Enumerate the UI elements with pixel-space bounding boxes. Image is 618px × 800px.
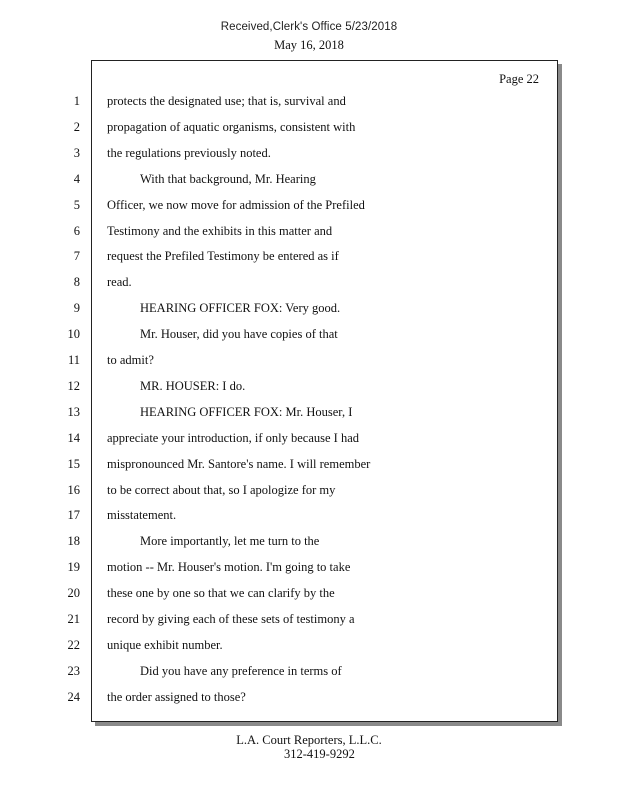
footer-phone: 312-419-9292 bbox=[284, 747, 355, 761]
line-number: 16 bbox=[67, 482, 80, 497]
page-number: Page 22 bbox=[499, 72, 539, 86]
transcript-line: Mr. Houser, did you have copies of that bbox=[140, 327, 338, 342]
transcript-line: Did you have any preference in terms of bbox=[140, 663, 342, 678]
transcript-line: to be correct about that, so I apologize for my bbox=[107, 482, 336, 497]
line-number: 5 bbox=[73, 197, 80, 212]
line-number: 1 bbox=[73, 94, 80, 108]
line-number: 21 bbox=[67, 612, 80, 626]
transcript-line: misstatement. bbox=[107, 508, 177, 523]
transcript-line: request the Prefiled Testimony be entered as if bbox=[107, 249, 339, 264]
transcript-line: mispronounced Mr. Santore's name. I will remember bbox=[107, 456, 371, 471]
transcript-line: Officer, we now move for admission of the Prefiled bbox=[107, 197, 365, 212]
transcript-line: the regulations previously noted. bbox=[107, 145, 271, 160]
transcript-line: propagation of aquatic organisms, consistent with bbox=[107, 119, 356, 134]
transcript-line: unique exhibit number. bbox=[107, 637, 223, 652]
transcript-line: appreciate your introduction, if only because I had bbox=[107, 430, 359, 445]
line-number: 2 bbox=[73, 119, 80, 134]
line-number: 7 bbox=[73, 249, 80, 264]
transcript-line: HEARING OFFICER FOX: Very good. bbox=[140, 301, 341, 316]
line-number: 14 bbox=[67, 430, 80, 445]
line-number: 19 bbox=[67, 560, 80, 575]
received-stamp: Received,Clerk's Office 5/23/2018 bbox=[220, 21, 398, 33]
transcript-line: HEARING OFFICER FOX: Mr. Houser, I bbox=[140, 404, 353, 419]
transcript-line: More importantly, let me turn to the bbox=[140, 534, 320, 549]
line-number: 4 bbox=[73, 171, 80, 186]
line-number: 6 bbox=[73, 223, 80, 238]
line-number: 13 bbox=[67, 404, 80, 419]
transcript-line: With that background, Mr. Hearing bbox=[140, 171, 316, 186]
line-number: 17 bbox=[67, 508, 80, 523]
transcript-line: motion -- Mr. Houser's motion. I'm going to take bbox=[107, 560, 351, 575]
line-number: 10 bbox=[67, 327, 80, 342]
line-number: 12 bbox=[67, 378, 80, 393]
transcript-line: the order assigned to those? bbox=[107, 689, 246, 704]
line-number: 3 bbox=[73, 145, 80, 160]
line-number: 8 bbox=[73, 275, 80, 290]
document-date: May 16, 2018 bbox=[274, 38, 344, 52]
line-number: 11 bbox=[67, 353, 80, 367]
transcript-line: protects the designated use; that is, survival and bbox=[107, 94, 346, 108]
line-number: 18 bbox=[67, 534, 80, 549]
line-number: 9 bbox=[73, 301, 80, 316]
transcript-line: these one by one so that we can clarify by the bbox=[107, 586, 335, 601]
transcript-line: to admit? bbox=[107, 353, 154, 367]
line-number: 22 bbox=[67, 637, 80, 652]
transcript-line: Testimony and the exhibits in this matter and bbox=[107, 223, 333, 238]
line-number: 15 bbox=[67, 456, 80, 471]
transcript-line: record by giving each of these sets of testimony a bbox=[107, 612, 355, 626]
line-number: 20 bbox=[67, 586, 80, 601]
transcript-line: read. bbox=[107, 275, 132, 290]
footer-company: L.A. Court Reporters, L.L.C. bbox=[236, 733, 382, 747]
line-number: 23 bbox=[67, 663, 80, 678]
transcript-line: MR. HOUSER: I do. bbox=[140, 378, 246, 393]
line-number: 24 bbox=[67, 689, 80, 704]
